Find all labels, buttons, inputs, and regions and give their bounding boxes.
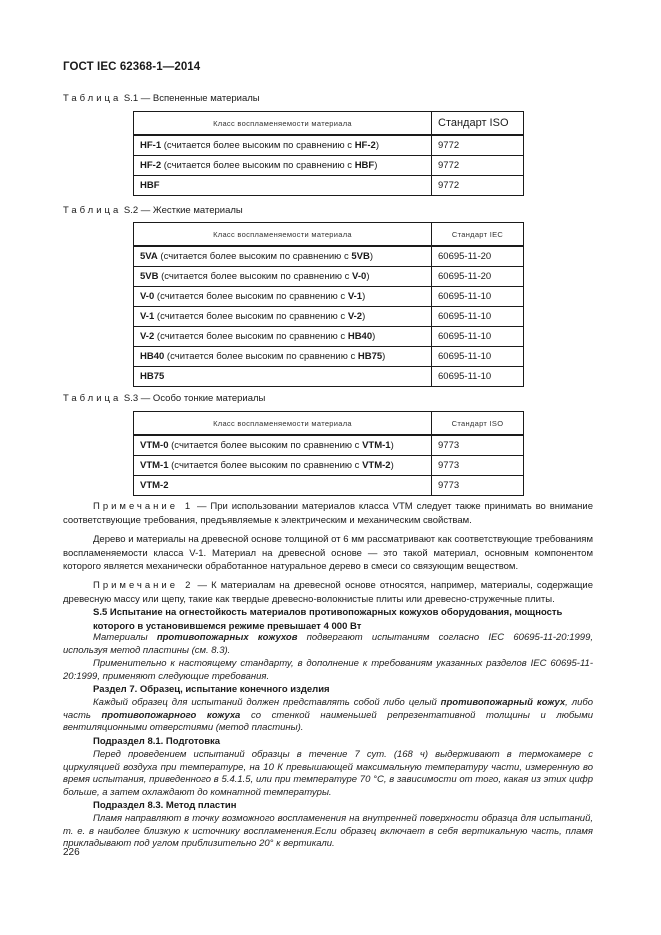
class-cell: V-0 (считается более высоким по сравнению с V-1) [134, 287, 432, 307]
subsection-8-1-text: Перед проведением испытаний образцы в течение 7 сут. (168 ч) выдерживают в термокамере с циркуляцией воздуха при температуре, на 10 К превышающей максимальную температуру части, измеренную во время испытания, приведенного в 5.4.1.5, или при температуре 70 °С, в зависимости от того, какая из этих цифр больше, а затем охлаждают до комнатной температуры. [63, 749, 593, 798]
class-cell: V-1 (считается более высоким по сравнению с V-2) [134, 307, 432, 327]
standard-cell: 9773 [432, 476, 524, 496]
caption-text: S.3 — Особо тонкие материалы [123, 393, 266, 404]
standard-cell: 60695-11-10 [432, 307, 524, 327]
table-row [134, 456, 524, 476]
class-cell: V-2 (считается более высоким по сравнению с HB40) [134, 327, 432, 347]
standard-header: ГОСТ IEC 62368-1—2014 [63, 61, 201, 73]
caption-prefix: Таблица [63, 93, 122, 104]
class-cell: VTM-1 (считается более высоким по сравнению с VTM-2) [134, 456, 432, 476]
class-cell: 5VB (считается более высоким по сравнению с V-0) [134, 267, 432, 287]
class-cell: HBF [134, 176, 432, 196]
col-header-class: Класс воспламеняемости материала [134, 112, 432, 136]
col-header-class: Класс воспламеняемости материала [134, 223, 432, 247]
table-row [134, 347, 524, 367]
s5-paragraph-2: Применительно к настоящему стандарту, в дополнение к требованиям указанных разделов IEC 60695-11-20:1999, применяют следующие требования. [63, 658, 593, 682]
class-cell: HF-1 (считается более высоким по сравнению с HF-2) [134, 135, 432, 156]
table-row [134, 476, 524, 496]
standard-cell: 9773 [432, 456, 524, 476]
standard-cell: 9773 [432, 435, 524, 456]
section-7-title: Раздел 7. Образец, испытание конечного изделия [93, 684, 330, 695]
table-header-row [134, 223, 524, 247]
subsection-8-1-title: Подраздел 8.1. Подготовка [93, 736, 221, 747]
page-number: 226 [63, 847, 80, 858]
table-row [134, 267, 524, 287]
table-s3 [133, 411, 524, 496]
note-2: Примечание 2 — К материалам на древесной основе относятся, например, материалы, содержащие древесную массу или щепу, такие как твердые древесно-волокнистые плиты или древесно-стружечные плиты. [63, 580, 593, 605]
class-cell: VTM-2 [134, 476, 432, 496]
class-cell: HB40 (считается более высоким по сравнению с HB75) [134, 347, 432, 367]
table-row [134, 307, 524, 327]
standard-cell: 60695-11-10 [432, 347, 524, 367]
table-row [134, 435, 524, 456]
subsection-8-3-text: Пламя направляют в точку возможного воспламенения на внутренней поверхности образца для испытаний, т. е. в наиболее близкую к источнику воспламенения.Если образец включает в себя вертикальную часть, пламя прикладывают под углом приблизительно 20° к вертикали. [63, 813, 593, 849]
section-s5-title: S.5 Испытание на огнестойкость материалов противопожарных кожухов оборудования, мощность которого в установившемся режиме превышает 4 000 Вт [93, 607, 563, 632]
table-s3-caption [63, 393, 265, 404]
wood-paragraph: Дерево и материалы на древесной основе толщиной от 6 мм рассматривают как соответствующие требованиям воспламеняемости класса V-1. Материал на древесной основе — это такой материал, основным компонентом которого является механически обработанное натуральное дерево в смеси со связующим веществом. [63, 534, 593, 572]
col-header-standard: Стандарт ISO [432, 112, 524, 136]
standard-cell: 9772 [432, 156, 524, 176]
section-7-text: Каждый образец для испытаний должен представлять собой либо целый противопожарный кожух, либо часть противопожарного кожуха со стенкой наименьшей репрезентативной толщины и любыми вентиляционными отверстиями (метод пластины). [63, 697, 593, 733]
standard-cell: 60695-11-20 [432, 267, 524, 287]
table-s1 [133, 111, 524, 196]
class-cell: 5VA (считается более высоким по сравнению с 5VB) [134, 246, 432, 267]
class-cell: HB75 [134, 367, 432, 387]
table-row [134, 156, 524, 176]
table-header-row [134, 112, 524, 136]
table-row [134, 176, 524, 196]
table-s1-caption [63, 93, 260, 104]
col-header-standard: Стандарт IEC [432, 223, 524, 247]
table-s2-caption [63, 205, 243, 216]
table-row [134, 367, 524, 387]
table-row [134, 287, 524, 307]
standard-cell: 60695-11-10 [432, 367, 524, 387]
class-cell: VTM-0 (считается более высоким по сравнению с VTM-1) [134, 435, 432, 456]
standard-cell: 9772 [432, 135, 524, 156]
class-cell: HF-2 (считается более высоким по сравнению с HBF) [134, 156, 432, 176]
subsection-8-3-title: Подраздел 8.3. Метод пластин [93, 800, 237, 811]
caption-prefix: Таблица [63, 205, 122, 216]
standard-cell: 60695-11-10 [432, 287, 524, 307]
note-1: Примечание 1 — При использовании материалов класса VTM следует также принимать во внимание соответствующие требования, предъявляемые к электрическим и механическим свойствам. [63, 501, 593, 526]
standard-cell: 9772 [432, 176, 524, 196]
standard-cell: 60695-11-10 [432, 327, 524, 347]
table-s2 [133, 222, 524, 387]
standard-cell: 60695-11-20 [432, 246, 524, 267]
table-header-row [134, 412, 524, 436]
caption-prefix: Таблица [63, 393, 122, 404]
s5-paragraph-1: Материалы противопожарных кожухов подвергают испытаниям согласно IEC 60695-11-20:1999, используя метод пластины (см. 8.3). [63, 632, 593, 656]
col-header-standard: Стандарт ISO [432, 412, 524, 436]
caption-text: S.1 — Вспененные материалы [123, 93, 260, 104]
col-header-class: Класс воспламеняемости материала [134, 412, 432, 436]
table-row [134, 135, 524, 156]
table-row [134, 327, 524, 347]
caption-text: S.2 — Жесткие материалы [123, 205, 243, 216]
table-row [134, 246, 524, 267]
